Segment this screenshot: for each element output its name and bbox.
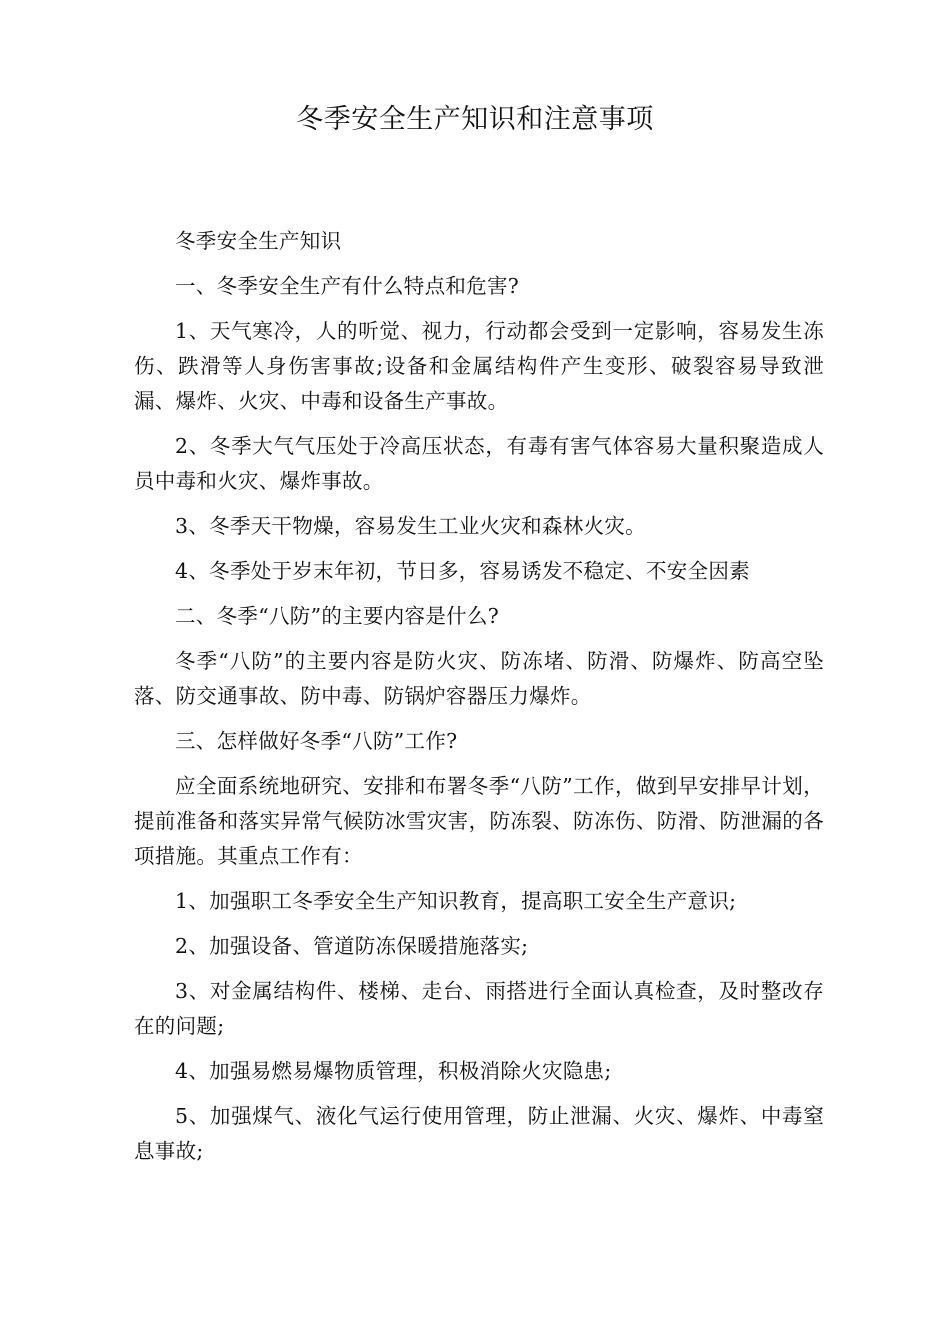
list-item: 3、对金属结构件、楼梯、走台、雨搭进行全面认真检查，及时整改存在的问题; [134, 979, 824, 1038]
paragraph: 3、冬季天干物燥，容易发生工业火灾和森林火灾。 [175, 514, 646, 538]
paragraph: 冬季“八防”的主要内容是防火灾、防冻堵、防滑、防爆炸、防高空坠落、防交通事故、防中毒、防锅炉容器压力爆炸。 [134, 649, 824, 708]
paragraph: 1、天气寒冷，人的听觉、视力，行动都会受到一定影响，容易发生冻伤、跌滑等人身伤害事故;设备和金属结构件产生变形、破裂容易导致泄漏、爆炸、火灾、中毒和设备生产事故。 [134, 319, 824, 413]
list-item: 5、加强煤气、液化气运行使用管理，防止泄漏、火灾、爆炸、中毒窒息事故; [134, 1104, 824, 1163]
section-heading: 三、怎样做好冬季“八防”工作? [175, 729, 458, 753]
document-body [134, 224, 824, 1179]
paragraph: 应全面系统地研究、安排和布署冬季“八防”工作，做到早安排早计划，提前准备和落实异常气候防冰雪灾害，防冻裂、防冻伤、防滑、防泄漏的各项措施。其重点工作有： [134, 774, 824, 868]
document-title: 冬季安全生产知识和注意事项 [296, 104, 654, 135]
paragraph: 4、冬季处于岁末年初，节日多，容易诱发不稳定、不安全因素 [175, 559, 750, 583]
paragraph: 冬季安全生产知识 [175, 229, 342, 253]
section-heading: 二、冬季“八防”的主要内容是什么? [175, 604, 500, 628]
paragraph: 2、冬季大气气压处于冷高压状态，有毒有害气体容易大量积聚造成人员中毒和火灾、爆炸事故。 [134, 434, 824, 493]
list-item: 4、加强易燃易爆物质管理，积极消除火灾隐患; [175, 1059, 612, 1083]
list-item: 1、加强职工冬季安全生产知识教育，提高职工安全生产意识; [175, 889, 737, 913]
section-heading: 一、冬季安全生产有什么特点和危害? [175, 274, 520, 298]
list-item: 2、加强设备、管道防冻保暖措施落实; [175, 934, 529, 958]
